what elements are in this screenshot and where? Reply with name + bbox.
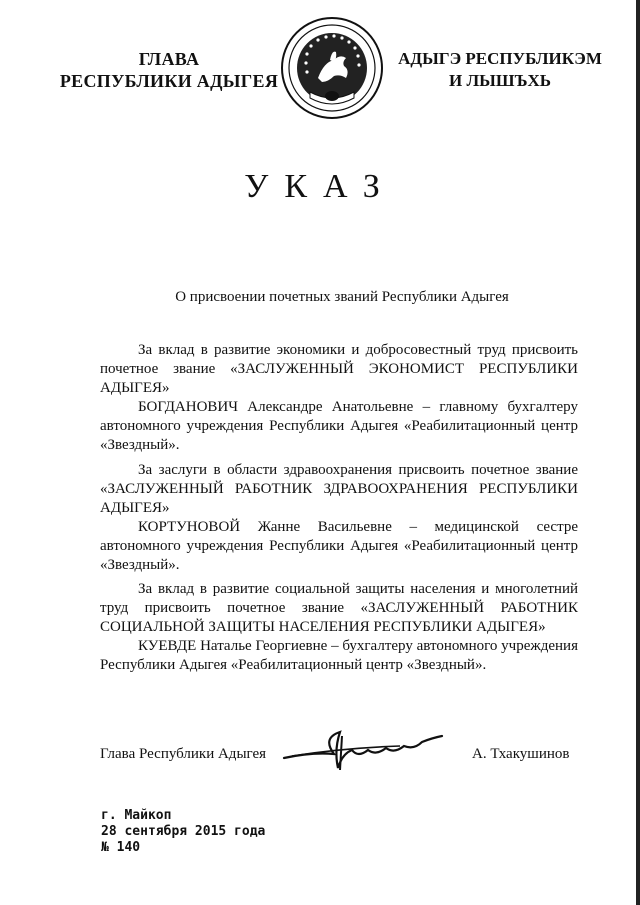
signature-position: Глава Республики Адыгея [100,746,267,762]
award-text: За вклад в развитие социальной защиты населения и многолетний труд присвоить почетное звание «ЗАСЛУЖЕННЫЙ РАБОТНИК СОЦИАЛЬНОЙ ЗАЩИТЫ НАСЕЛЕНИЯ РЕСПУБЛИКИ АДЫГЕЯ» [100,581,578,635]
header-right-line2: И ЛЫШЪХЬ [448,71,552,90]
recipient-text: КОРТУНОВОЙ Жанне Васильевне – медицинской сестре автономного учреждения Республики Адыгея «Реабилитационный центр «Звездный». [100,519,578,573]
handwritten-signature-icon [282,724,460,776]
decree-title: УКАЗ [244,168,396,205]
header-right-line1: АДЫГЭ РЕСПУБЛИКЭМ [398,49,602,68]
header-left-line1: ГЛАВА [138,49,200,69]
stamp-city: г. Майкоп [101,808,172,823]
award-text: За заслуги в области здравоохранения присвоить почетное звание «ЗАСЛУЖЕННЫЙ РАБОТНИК ЗДРАВООХРАНЕНИЯ РЕСПУБЛИКИ АДЫГЕЯ» [100,462,578,516]
signature-name: А. Тхакушинов [472,746,570,762]
header-right [395,48,605,92]
stamp-date: 28 сентября 2015 года [101,824,266,839]
header-left-line2: РЕСПУБЛИКИ АДЫГЕЯ [59,71,279,91]
recipient-text: БОГДАНОВИЧ Александре Анатольевне – главному бухгалтеру автономного учреждения Республики Адыгея «Реабилитационный центр «Звездный». [100,399,578,453]
coat-of-arms-icon [280,16,384,120]
registration-stamp [101,808,265,856]
header-left [50,48,288,92]
recipient-text: КУЕВДЕ Наталье Георгиевне – бухгалтеру автономного учреждения Республики Адыгея «Реабилитационный центр «Звездный». [100,638,578,673]
award-section-3 [100,580,578,675]
award-text: За вклад в развитие экономики и добросовестный труд присвоить почетное звание «ЗАСЛУЖЕННЫЙ ЭКОНОМИСТ РЕСПУБЛИКИ АДЫГЕЯ» [100,342,578,396]
page-edge [636,0,640,905]
decree-subject: О присвоении почетных званий Республики Адыгея [175,289,509,305]
stamp-number: № 140 [101,840,141,855]
award-section-2 [100,461,578,575]
award-section-1 [100,341,578,455]
